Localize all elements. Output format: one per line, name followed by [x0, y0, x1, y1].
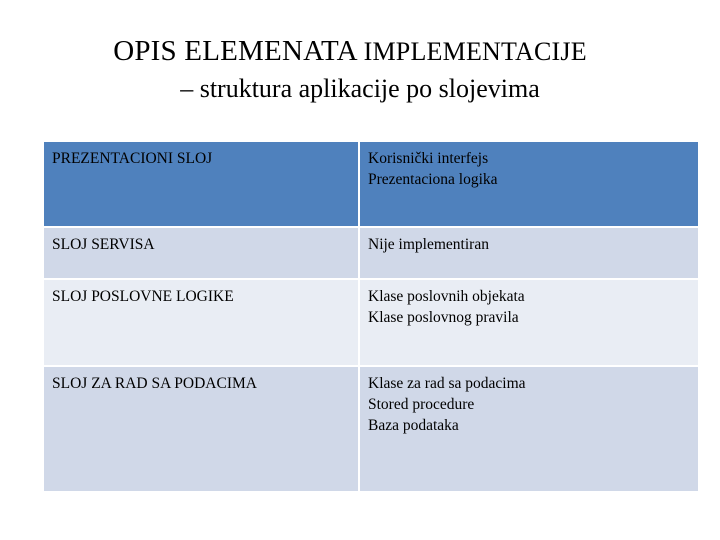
layer-detail: Stored procedure [368, 396, 475, 413]
layer-detail: Korisnički interfejs [368, 150, 489, 167]
layer-name-cell [43, 279, 359, 366]
table-row-data-access [43, 366, 699, 492]
layer-details-cell [359, 227, 699, 279]
layer-name-cell [43, 141, 359, 227]
layer-details-cell [359, 366, 699, 492]
table-row-business-logic [43, 279, 699, 366]
layer-name: SLOJ ZA RAD SA PODACIMA [52, 375, 257, 392]
slide-title [0, 34, 700, 105]
layer-detail: Prezentaciona logika [368, 171, 498, 188]
layer-detail: Klase poslovnog pravila [368, 309, 519, 326]
layer-name-cell [43, 366, 359, 492]
title-line-1 [0, 34, 700, 69]
layer-detail: Nije implementiran [368, 236, 489, 253]
title-tail: IMPLEMENTACIJE [363, 37, 587, 66]
subtitle: – struktura aplikacije po slojevima [180, 74, 540, 103]
table-row-services [43, 227, 699, 279]
layers-table [42, 140, 700, 493]
layer-detail: Klase za rad sa podacima [368, 375, 526, 392]
layer-name-cell [43, 227, 359, 279]
layer-details-cell [359, 279, 699, 366]
table-row-presentation [43, 141, 699, 227]
layer-name: SLOJ POSLOVNE LOGIKE [52, 288, 234, 305]
layer-detail: Klase poslovnih objekata [368, 288, 525, 305]
layer-details-cell [359, 141, 699, 227]
layer-detail: Baza podataka [368, 417, 459, 434]
layer-name: PREZENTACIONI SLOJ [52, 150, 213, 167]
title-main: OPIS ELEMENATA [113, 35, 357, 67]
layer-name: SLOJ SERVISA [52, 236, 155, 253]
